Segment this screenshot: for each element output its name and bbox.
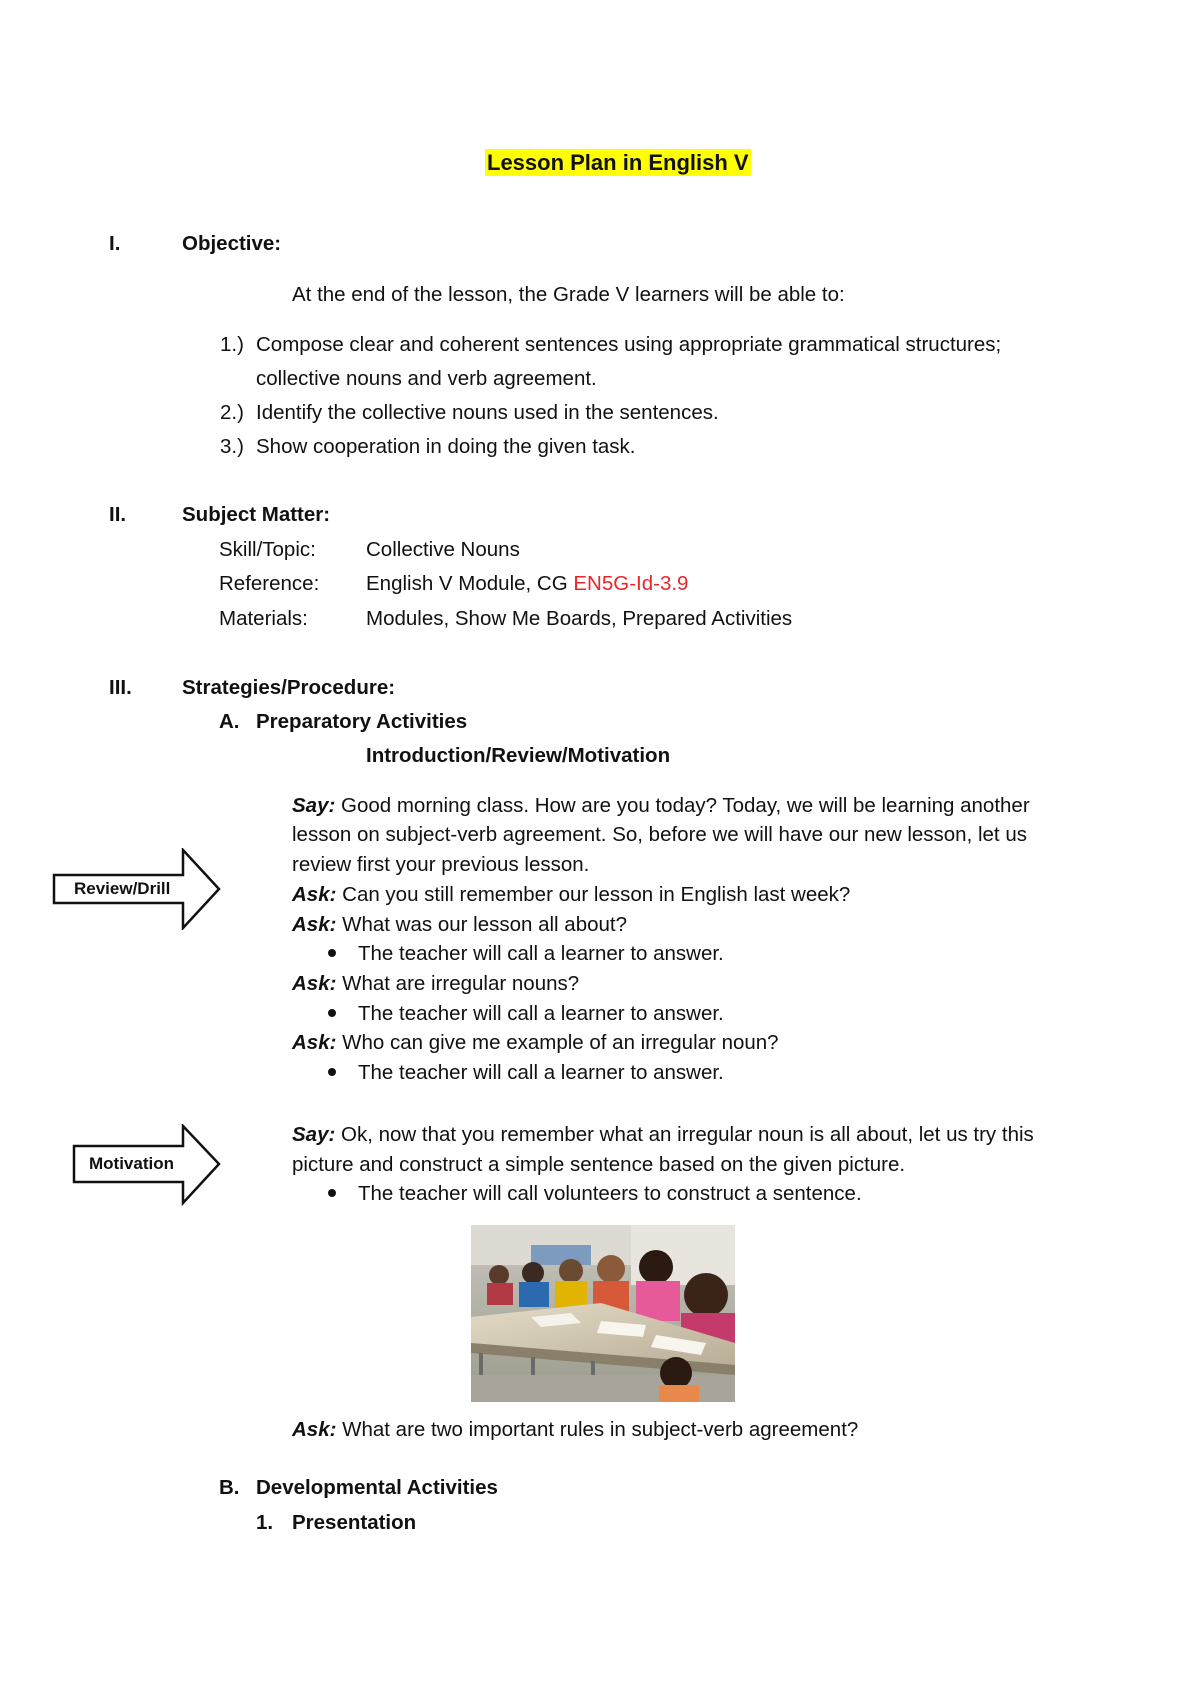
section-number: II. [109, 503, 127, 526]
ask-line: Ask: What was our lesson all about? [292, 913, 628, 936]
section-number: I. [109, 232, 121, 255]
subsection-heading: Developmental Activities [256, 1476, 498, 1499]
sub-heading: Introduction/Review/Motivation [366, 744, 671, 767]
ask-line: Ask: What are two important rules in subject-verb agreement? [292, 1418, 859, 1441]
bullet-icon [328, 1009, 336, 1017]
bullet-icon [328, 1189, 336, 1197]
ask-line: Ask: What are irregular nouns? [292, 972, 580, 995]
row-label: Skill/Topic: [219, 538, 316, 561]
subsection-heading: Preparatory Activities [256, 710, 468, 733]
ask-line: Ask: Can you still remember our lesson in English last week? [292, 883, 851, 906]
motivation-label: Motivation [89, 1154, 174, 1173]
ask-line: Ask: Who can give me example of an irregular noun? [292, 1031, 779, 1054]
list-item-continued: collective nouns and verb agreement. [256, 367, 597, 390]
subsection-letter: A. [219, 710, 240, 733]
presentation-heading: Presentation [292, 1511, 417, 1534]
list-number: 1. [256, 1511, 274, 1534]
list-number: 2.) [220, 401, 244, 424]
subsection-letter: B. [219, 1476, 240, 1499]
say-line-continued: review first your previous lesson. [292, 853, 590, 876]
section-heading: Subject Matter: [182, 503, 331, 526]
list-item: Show cooperation in doing the given task. [256, 435, 636, 458]
row-value: Collective Nouns [366, 538, 520, 561]
row-value: Modules, Show Me Boards, Prepared Activities [366, 607, 793, 630]
say-line: Say: Ok, now that you remember what an irregular noun is all about, let us try this [292, 1123, 1034, 1146]
list-number: 3.) [220, 435, 244, 458]
section-heading: Objective: [182, 232, 282, 255]
section-number: III. [109, 676, 132, 699]
row-label: Reference: [219, 572, 320, 595]
row-value: English V Module, CG EN5G-Id-3.9 [366, 572, 689, 595]
say-line: Say: Good morning class. How are you today? Today, we will be learning another [292, 794, 1030, 817]
bullet-icon [328, 1068, 336, 1076]
objective-intro: At the end of the lesson, the Grade V learners will be able to: [292, 283, 845, 306]
say-line-continued: lesson on subject-verb agreement. So, before we will have our new lesson, let us [292, 823, 1027, 846]
bullet-icon [328, 949, 336, 957]
list-item: Identify the collective nouns used in the sentences. [256, 401, 719, 424]
list-number: 1.) [220, 333, 244, 356]
row-label: Materials: [219, 607, 308, 630]
bullet-item: The teacher will call volunteers to construct a sentence. [328, 1182, 862, 1207]
curriculum-code: EN5G-Id-3.9 [573, 572, 689, 595]
say-line-continued: picture and construct a simple sentence based on the given picture. [292, 1153, 906, 1176]
list-item: Compose clear and coherent sentences using appropriate grammatical structures; [256, 333, 1002, 356]
review-drill-label: Review/Drill [74, 879, 171, 898]
page-title: Lesson Plan in English V [487, 150, 749, 175]
bullet-item: The teacher will call a learner to answer. [328, 942, 724, 967]
classroom-photo [471, 1225, 735, 1402]
bullet-item: The teacher will call a learner to answer. [328, 1002, 724, 1027]
bullet-item: The teacher will call a learner to answer. [328, 1061, 724, 1086]
section-heading: Strategies/Procedure: [182, 676, 396, 699]
